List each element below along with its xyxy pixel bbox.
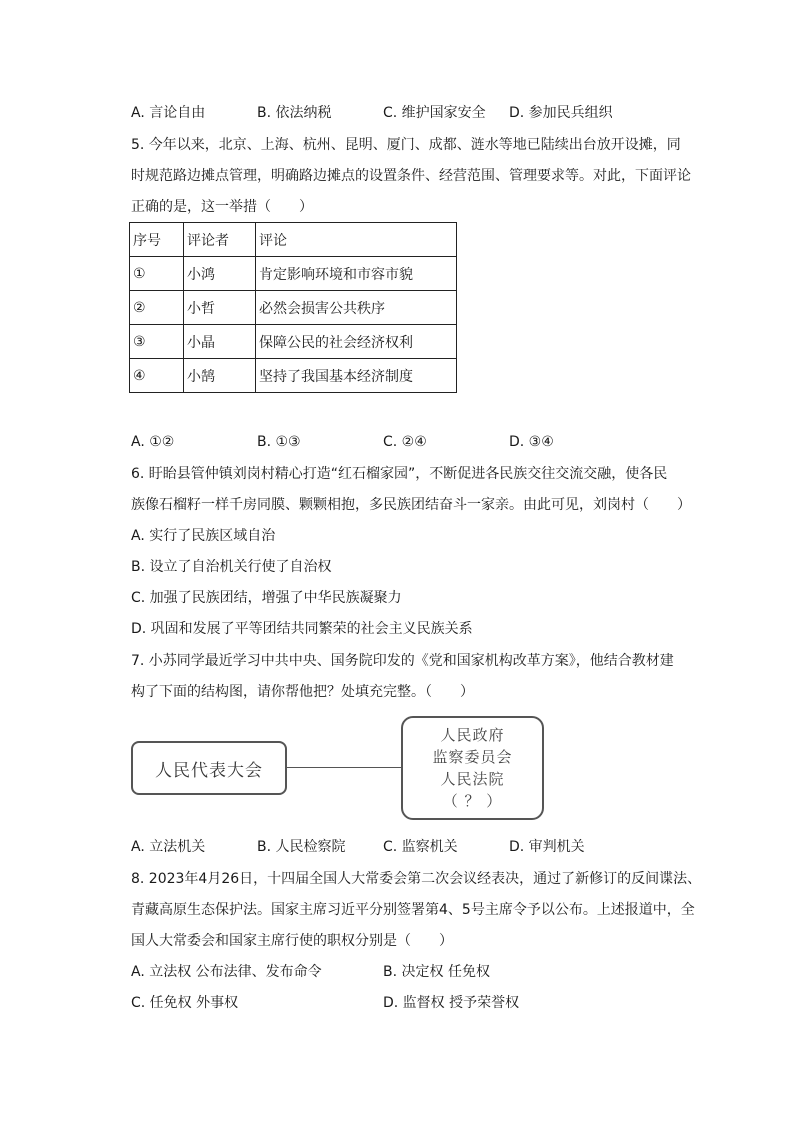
table-cell: ① <box>130 257 184 291</box>
diagram-connector-line <box>287 767 401 768</box>
q4-option-a: A. 言论自由 <box>131 105 206 121</box>
q6-stem-line-1: 6. 盱眙县管仲镇刘岗村精心打造“红石榴家园”，不断促进各民族交往交流交融，使各民 <box>131 466 668 482</box>
q8-option-b: B. 决定权 任免权 <box>383 964 490 980</box>
q5-option-b: B. ①③ <box>257 434 301 450</box>
q6-option-b: B. 设立了自治机关行使了自治权 <box>131 559 332 575</box>
q8-stem-line-3: 国人大常委会和国家主席行使的职权分别是（ ） <box>131 933 453 949</box>
table-cell: 保障公民的社会经济权利 <box>256 325 457 359</box>
q5-stem-line-2: 时规范路边摊点管理，明确路边摊点的设置条件、经营范围、管理要求等。对此，下面评论 <box>131 168 691 184</box>
table-row <box>130 257 457 291</box>
state-organs-box <box>401 716 544 820</box>
q6-option-d: D. 巩固和发展了平等团结共同繁荣的社会主义民族关系 <box>131 621 473 637</box>
missing-organ-placeholder: （ ？ ） <box>442 792 503 810</box>
table-cell: 小哲 <box>184 291 256 325</box>
table-row <box>130 325 457 359</box>
q4-option-c: C. 维护国家安全 <box>383 105 486 121</box>
table-cell: 必然会损害公共秩序 <box>256 291 457 325</box>
table-row <box>130 359 457 393</box>
table-header-cell: 评论 <box>256 223 457 257</box>
table-cell: 小鹄 <box>184 359 256 393</box>
q7-stem-line-2: 构了下面的结构图，请你帮他把？处填充完整。（ ） <box>131 684 474 700</box>
q8-option-d: D. 监督权 授予荣誉权 <box>383 995 520 1011</box>
q6-option-c: C. 加强了民族团结，增强了中华民族凝聚力 <box>131 590 402 606</box>
table-cell: 小鸿 <box>184 257 256 291</box>
peoples-congress-label: 人民代表大会 <box>155 760 263 781</box>
state-organ-label: 监察委员会 <box>432 748 513 766</box>
table-header-row <box>130 223 457 257</box>
q7-stem-line-1: 7. 小苏同学最近学习中共中央、国务院印发的《党和国家机构改革方案》，他结合教材建 <box>131 653 674 669</box>
q7-option-c: C. 监察机关 <box>383 839 458 855</box>
state-organ-label: 人民政府 <box>440 726 505 744</box>
q7-option-d: D. 审判机关 <box>509 839 585 855</box>
q5-option-d: D. ③④ <box>509 434 554 450</box>
q5-stem-line-3: 正确的是，这一举措（ ） <box>131 199 313 215</box>
peoples-congress-box <box>131 741 287 795</box>
table-cell: 坚持了我国基本经济制度 <box>256 359 457 393</box>
q5-option-c: C. ②④ <box>383 434 427 450</box>
q5-stem-line-1: 5. 今年以来，北京、上海、杭州、昆明、厦门、成都、涟水等地已陆续出台放开设摊，同 <box>131 137 681 153</box>
table-header-cell: 序号 <box>130 223 184 257</box>
q8-stem-line-1: 8. 2023年4月26日，十四届全国人大常委会第二次会议经表决，通过了新修订的反间谍法、 <box>131 871 702 887</box>
q4-option-b: B. 依法纳税 <box>257 105 332 121</box>
table-cell: 小晶 <box>184 325 256 359</box>
q7-option-b: B. 人民检察院 <box>257 839 346 855</box>
table-cell: ③ <box>130 325 184 359</box>
q8-option-a: A. 立法权 公布法律、发布命令 <box>131 964 322 980</box>
table-cell: 肯定影响环境和市容市貌 <box>256 257 457 291</box>
table-header-cell: 评论者 <box>184 223 256 257</box>
q7-option-a: A. 立法机关 <box>131 839 206 855</box>
q8-option-c: C. 任免权 外事权 <box>131 995 239 1011</box>
q5-option-a: A. ①② <box>131 434 175 450</box>
state-organ-label: 人民法院 <box>440 770 505 788</box>
q4-option-d: D. 参加民兵组织 <box>509 105 613 121</box>
table-cell: ④ <box>130 359 184 393</box>
table-row <box>130 291 457 325</box>
q6-option-a: A. 实行了民族区域自治 <box>131 528 276 544</box>
q6-stem-line-2: 族像石榴籽一样千房同膜、颗颗相抱，多民族团结奋斗一家亲。由此可见，刘岗村（ ） <box>131 497 691 513</box>
q8-stem-line-2: 青藏高原生态保护法。国家主席习近平分别签署第4、5号主席令予以公布。上述报道中，全 <box>131 902 695 918</box>
table-cell: ② <box>130 291 184 325</box>
q5-comment-table <box>129 222 457 393</box>
